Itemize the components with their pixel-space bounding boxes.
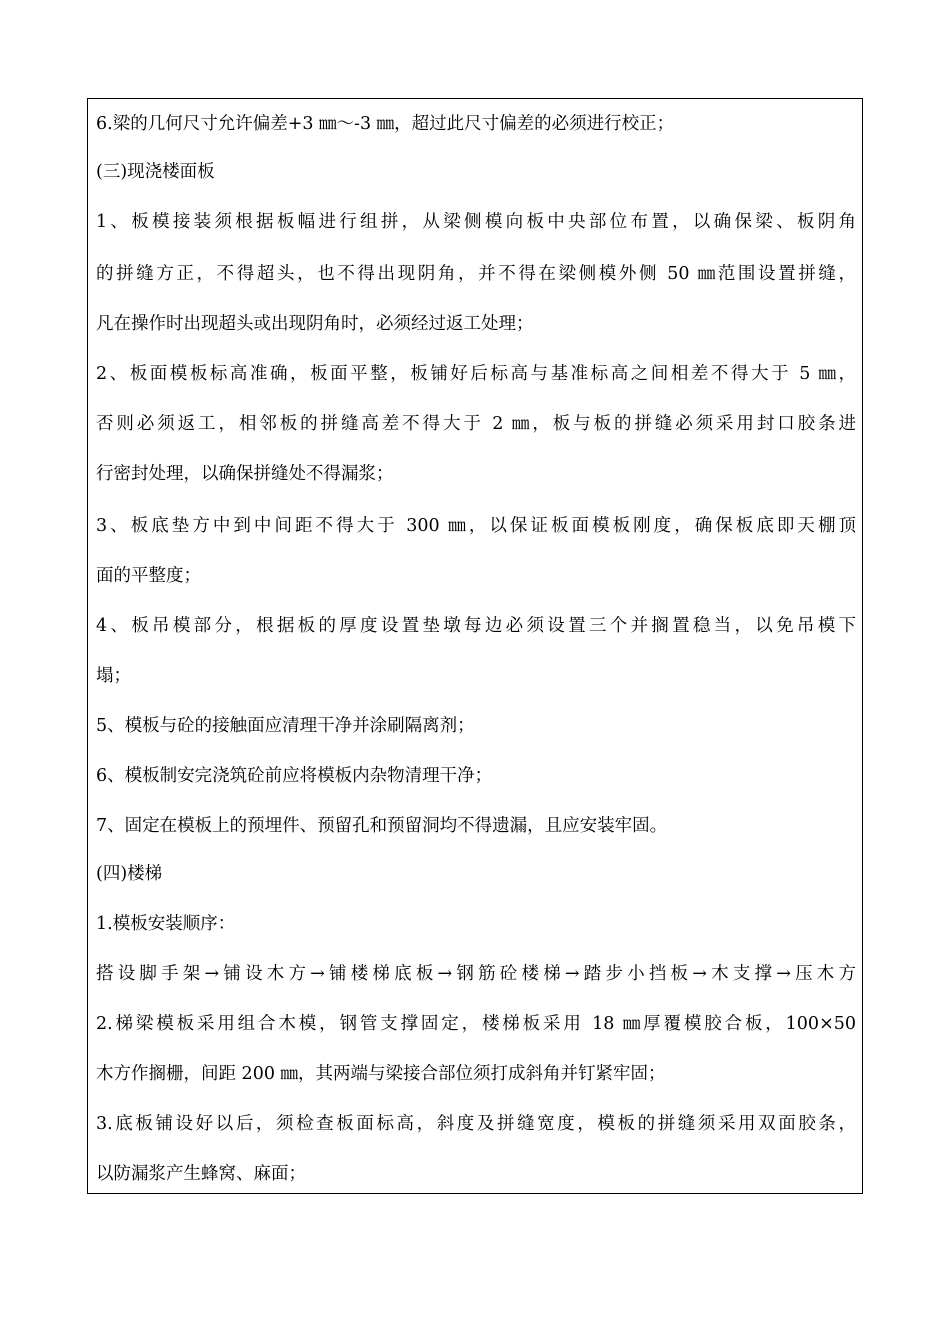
text-line-1: 6.梁的几何尺寸允许偏差+3 ㎜～-3 ㎜，超过此尺寸偏差的必须进行校正； [96,114,675,134]
section-heading-3: (三)现浇楼面板 [96,162,215,182]
text-line-9: 3、板底垫方中到中间距不得大于 300 ㎜，以保证板面模板刚度，确保板底即天棚顶 [96,516,856,536]
text-line-11: 4、板吊模部分，根据板的厚度设置垫墩每边必须设置三个并搁置稳当，以免吊模下 [96,616,856,636]
text-line-22: 以防漏浆产生蜂窝、麻面； [96,1164,306,1184]
text-line-7: 否则必须返工，相邻板的拼缝高差不得大于 2 ㎜，板与板的拼缝必须采用封口胶条进 [96,414,856,434]
text-line-12: 塌； [96,666,131,686]
text-line-14: 6、模板制安完浇筑砼前应将模板内杂物清理干净； [96,766,493,786]
text-line-6: 2、板面模板标高准确，板面平整，板铺好后标高与基准标高之间相差不得大于 5 ㎜， [96,364,856,384]
text-line-18: 搭设脚手架→铺设木方→铺楼梯底板→钢筋砼楼梯→踏步小挡板→木支撑→压木方 [96,964,856,984]
text-line-17: 1.模板安装顺序： [96,914,236,934]
text-line-19: 2.梯梁模板采用组合木模，钢管支撑固定，楼梯板采用 18 ㎜厚覆模胶合板，100×50 [96,1014,856,1034]
section-heading-4: (四)楼梯 [96,864,163,884]
text-line-10: 面的平整度； [96,566,201,586]
text-line-5: 凡在操作时出现超头或出现阴角时，必须经过返工处理； [96,314,534,334]
text-line-15: 7、固定在模板上的预埋件、预留孔和预留洞均不得遗漏，且应安装牢固。 [96,816,668,836]
text-line-4: 的拼缝方正，不得超头，也不得出现阴角，并不得在梁侧模外侧 50 ㎜范围设置拼缝， [96,264,856,284]
text-line-8: 行密封处理，以确保拼缝处不得漏浆； [96,464,394,484]
text-line-3: 1、板模接装须根据板幅进行组拼，从梁侧模向板中央部位布置，以确保梁、板阴角 [96,212,856,232]
text-line-13: 5、模板与砼的接触面应清理干净并涂刷隔离剂； [96,716,475,736]
text-line-21: 3.底板铺设好以后，须检查板面标高，斜度及拼缝宽度，模板的拼缝须采用双面胶条， [96,1114,856,1134]
text-line-20: 木方作搁栅，间距 200 ㎜，其两端与梁接合部位须打成斜角并钉紧牢固； [96,1064,666,1084]
